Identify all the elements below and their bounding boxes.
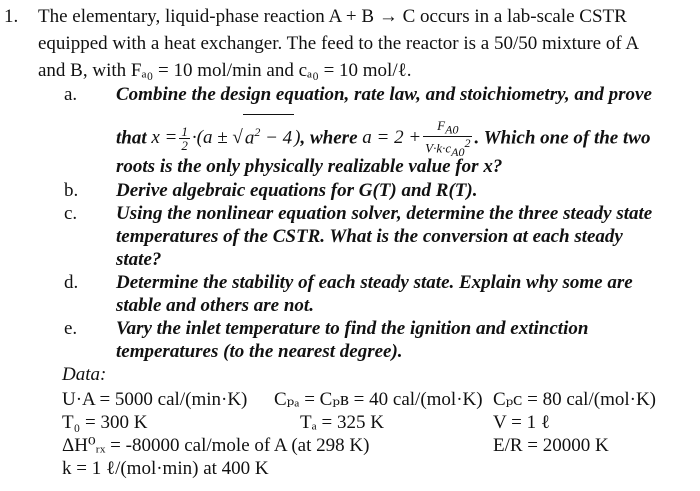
part-d-label: d. <box>64 272 79 293</box>
part-a-where: , where <box>300 127 358 149</box>
a-definition: a = 2 + $\frac{F_{A0}}{V\cdot k\cdot c_{A0}^2}$ <box>362 117 471 160</box>
part-b-line-1: Derive algebraic equations for G(T) and R(T). <box>116 180 478 201</box>
intro-line-2: equipped with a heat exchanger. The feed to the reactor is a 50/50 mixture of A <box>38 33 640 54</box>
part-d-line-1: Determine the stability of each steady state. Explain why some are <box>116 272 633 293</box>
data-ua: U·A = 5000 cal/(min·K) <box>62 389 248 410</box>
part-b-label: b. <box>64 180 79 201</box>
problem-number: 1. <box>4 6 19 27</box>
part-a-line-1: Combine the design equation, rate law, and stoichiometry, and prove <box>116 84 652 105</box>
root-formula: x = $\frac{1}{2}$ ·(a ± √ $a^2 - 4$ ) <box>151 127 300 148</box>
data-k: k = 1 ℓ/(mol·min) at 400 K <box>62 458 269 479</box>
part-a-suffix: . Which one of the two <box>474 127 651 149</box>
intro-line-1: The elementary, liquid-phase reaction A + B → C occurs in a lab-scale CSTR <box>38 6 627 27</box>
part-c-label: c. <box>64 203 78 224</box>
data-t0: T₀ = 300 K <box>62 412 148 433</box>
part-d-line-2: stable and others are not. <box>116 295 314 316</box>
part-a-label: a. <box>64 84 78 105</box>
part-c-line-2: temperatures of the CSTR. What is the conversion at each steady <box>116 226 623 247</box>
part-a-line-2 <box>116 114 650 159</box>
data-ta: Tₐ = 325 K <box>300 412 384 433</box>
part-a-that: that <box>116 127 147 149</box>
data-er: E/R = 20000 K <box>493 435 609 456</box>
part-e-label: e. <box>64 318 78 339</box>
data-cpa-cpb: Cₚₐ = Cₚʙ = 40 cal/(mol·K) <box>274 389 483 410</box>
data-cpc: Cₚᴄ = 80 cal/(mol·K) <box>493 389 657 410</box>
data-v: V = 1 ℓ <box>493 412 550 433</box>
data-dhrx: ΔH⁰ᵣₓ = -80000 cal/mole of A (at 298 K) <box>62 435 370 456</box>
part-c-line-1: Using the nonlinear equation solver, determine the three steady state <box>116 203 653 224</box>
part-a-line-3: roots is the only physically realizable value for x? <box>116 156 503 177</box>
part-c-line-3: state? <box>116 249 162 270</box>
part-e-line-1: Vary the inlet temperature to find the ignition and extinction <box>116 318 589 339</box>
part-e-line-2: temperatures (to the nearest degree). <box>116 341 403 362</box>
data-heading: Data: <box>62 364 107 385</box>
intro-line-3: and B, with Fₐ₀ = 10 mol/min and cₐ₀ = 10 mol/ℓ. <box>38 60 412 81</box>
